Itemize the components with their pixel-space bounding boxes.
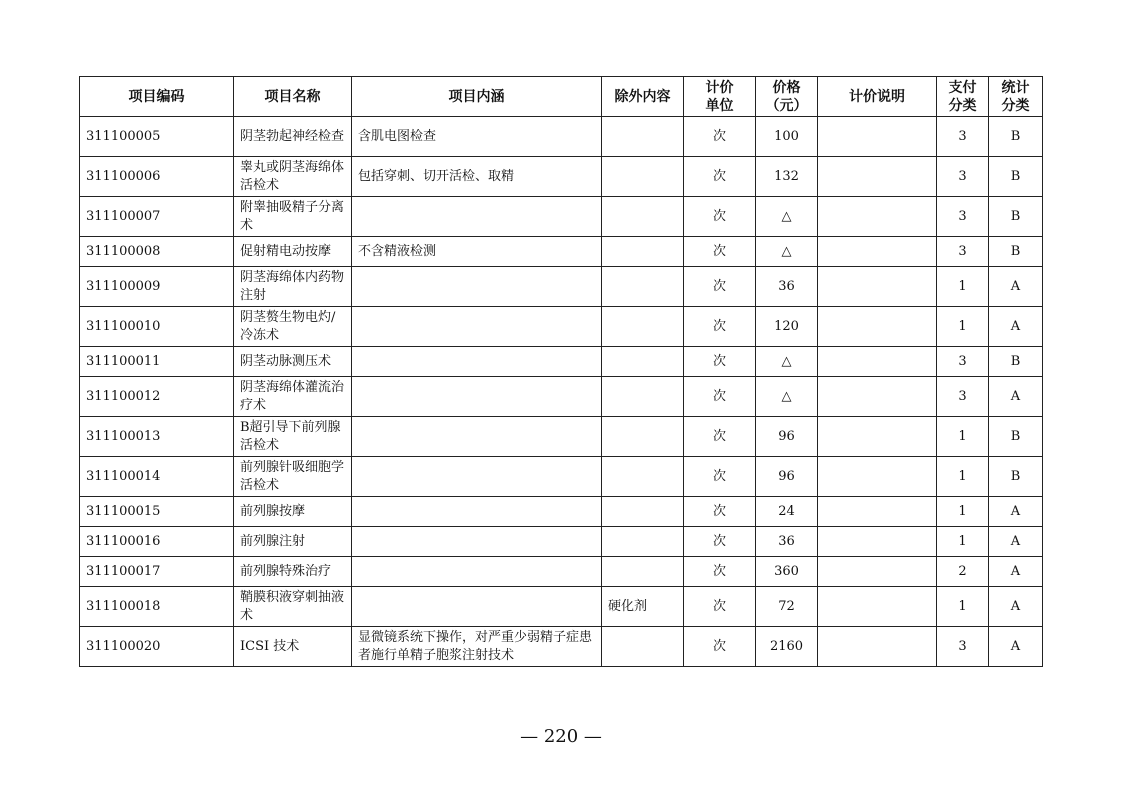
cell-code: 311100015 <box>80 497 234 527</box>
cell-content: 包括穿刺、切开活检、取精 <box>352 157 602 197</box>
header-stat: 统计 分类 <box>989 77 1043 117</box>
cell-content <box>352 497 602 527</box>
cell-note <box>818 267 937 307</box>
cell-excluded <box>602 347 684 377</box>
cell-excluded <box>602 157 684 197</box>
cell-stat: A <box>989 307 1043 347</box>
cell-stat: B <box>989 237 1043 267</box>
cell-price: △ <box>756 377 818 417</box>
cell-code: 311100005 <box>80 117 234 157</box>
cell-content <box>352 377 602 417</box>
cell-name: ICSI 技术 <box>234 627 352 667</box>
cell-price: 360 <box>756 557 818 587</box>
cell-name: 前列腺特殊治疗 <box>234 557 352 587</box>
cell-pay: 1 <box>937 267 989 307</box>
cell-price: 72 <box>756 587 818 627</box>
cell-price: △ <box>756 197 818 237</box>
cell-code: 311100012 <box>80 377 234 417</box>
cell-stat: A <box>989 627 1043 667</box>
cell-pay: 3 <box>937 237 989 267</box>
cell-name: 阴茎勃起神经检查 <box>234 117 352 157</box>
header-name: 项目名称 <box>234 77 352 117</box>
table-row <box>80 117 1043 157</box>
cell-stat: A <box>989 587 1043 627</box>
cell-unit: 次 <box>684 347 756 377</box>
cell-note <box>818 117 937 157</box>
cell-note <box>818 157 937 197</box>
cell-name: B超引导下前列腺活检术 <box>234 417 352 457</box>
cell-name: 前列腺针吸细胞学活检术 <box>234 457 352 497</box>
header-row <box>80 77 1043 117</box>
cell-pay: 2 <box>937 557 989 587</box>
cell-unit: 次 <box>684 497 756 527</box>
cell-price: 120 <box>756 307 818 347</box>
cell-price: 96 <box>756 457 818 497</box>
cell-unit: 次 <box>684 557 756 587</box>
cell-pay: 1 <box>937 527 989 557</box>
cell-unit: 次 <box>684 627 756 667</box>
cell-stat: A <box>989 527 1043 557</box>
cell-pay: 1 <box>937 457 989 497</box>
fee-table <box>79 76 1043 667</box>
cell-stat: A <box>989 377 1043 417</box>
cell-name: 前列腺按摩 <box>234 497 352 527</box>
cell-note <box>818 497 937 527</box>
cell-excluded <box>602 117 684 157</box>
cell-excluded <box>602 307 684 347</box>
cell-price: 96 <box>756 417 818 457</box>
cell-excluded <box>602 377 684 417</box>
cell-content <box>352 457 602 497</box>
cell-excluded <box>602 267 684 307</box>
table-row <box>80 627 1043 667</box>
cell-price: △ <box>756 237 818 267</box>
cell-content <box>352 347 602 377</box>
page-number: — 220 — <box>520 726 602 747</box>
cell-content <box>352 307 602 347</box>
table-row <box>80 497 1043 527</box>
cell-name: 附睾抽吸精子分离术 <box>234 197 352 237</box>
header-content: 项目内涵 <box>352 77 602 117</box>
cell-content: 含肌电图检查 <box>352 117 602 157</box>
cell-price: 36 <box>756 267 818 307</box>
cell-stat: B <box>989 157 1043 197</box>
cell-note <box>818 417 937 457</box>
cell-unit: 次 <box>684 307 756 347</box>
cell-stat: B <box>989 117 1043 157</box>
cell-code: 311100006 <box>80 157 234 197</box>
cell-excluded <box>602 417 684 457</box>
cell-content: 不含精液检测 <box>352 237 602 267</box>
cell-unit: 次 <box>684 457 756 497</box>
cell-unit: 次 <box>684 197 756 237</box>
cell-content <box>352 527 602 557</box>
cell-price: 132 <box>756 157 818 197</box>
cell-pay: 1 <box>937 497 989 527</box>
cell-code: 311100011 <box>80 347 234 377</box>
cell-name: 促射精电动按摩 <box>234 237 352 267</box>
cell-stat: B <box>989 457 1043 497</box>
cell-code: 311100016 <box>80 527 234 557</box>
cell-code: 311100017 <box>80 557 234 587</box>
cell-name: 阴茎海绵体内药物注射 <box>234 267 352 307</box>
cell-unit: 次 <box>684 587 756 627</box>
cell-excluded <box>602 237 684 267</box>
header-excluded: 除外内容 <box>602 77 684 117</box>
cell-name: 阴茎动脉测压术 <box>234 347 352 377</box>
cell-note <box>818 627 937 667</box>
cell-content <box>352 587 602 627</box>
cell-note <box>818 237 937 267</box>
cell-note <box>818 557 937 587</box>
cell-unit: 次 <box>684 237 756 267</box>
cell-code: 311100018 <box>80 587 234 627</box>
cell-name: 阴茎海绵体灌流治疗术 <box>234 377 352 417</box>
cell-note <box>818 527 937 557</box>
cell-excluded: 硬化剂 <box>602 587 684 627</box>
cell-name: 阴茎赘生物电灼/冷冻术 <box>234 307 352 347</box>
cell-price: 100 <box>756 117 818 157</box>
cell-price: 36 <box>756 527 818 557</box>
cell-content <box>352 417 602 457</box>
table-row <box>80 377 1043 417</box>
table-row <box>80 267 1043 307</box>
header-note: 计价说明 <box>818 77 937 117</box>
table-row <box>80 347 1043 377</box>
cell-note <box>818 347 937 377</box>
cell-content <box>352 267 602 307</box>
cell-code: 311100010 <box>80 307 234 347</box>
cell-price: 24 <box>756 497 818 527</box>
cell-code: 311100014 <box>80 457 234 497</box>
cell-pay: 3 <box>937 117 989 157</box>
table-row <box>80 197 1043 237</box>
header-price: 价格 （元） <box>756 77 818 117</box>
cell-stat: A <box>989 267 1043 307</box>
table-row <box>80 557 1043 587</box>
cell-excluded <box>602 527 684 557</box>
cell-code: 311100008 <box>80 237 234 267</box>
cell-note <box>818 307 937 347</box>
cell-name: 鞘膜积液穿刺抽液术 <box>234 587 352 627</box>
cell-price: 2160 <box>756 627 818 667</box>
cell-unit: 次 <box>684 267 756 307</box>
cell-pay: 3 <box>937 157 989 197</box>
cell-stat: B <box>989 197 1043 237</box>
cell-stat: B <box>989 347 1043 377</box>
cell-pay: 3 <box>937 627 989 667</box>
cell-excluded <box>602 197 684 237</box>
header-pay: 支付 分类 <box>937 77 989 117</box>
cell-stat: A <box>989 557 1043 587</box>
cell-content: 显微镜系统下操作，对严重少弱精子症患者施行单精子胞浆注射技术 <box>352 627 602 667</box>
table-row <box>80 237 1043 267</box>
table-row <box>80 307 1043 347</box>
cell-note <box>818 197 937 237</box>
header-code: 项目编码 <box>80 77 234 117</box>
cell-price: △ <box>756 347 818 377</box>
cell-pay: 3 <box>937 197 989 237</box>
cell-code: 311100007 <box>80 197 234 237</box>
table-row <box>80 417 1043 457</box>
cell-excluded <box>602 627 684 667</box>
cell-name: 睾丸或阴茎海绵体活检术 <box>234 157 352 197</box>
cell-pay: 3 <box>937 377 989 417</box>
cell-content <box>352 197 602 237</box>
table-row <box>80 527 1043 557</box>
cell-stat: B <box>989 417 1043 457</box>
header-unit: 计价 单位 <box>684 77 756 117</box>
cell-note <box>818 377 937 417</box>
cell-note <box>818 457 937 497</box>
cell-code: 311100009 <box>80 267 234 307</box>
cell-excluded <box>602 497 684 527</box>
cell-excluded <box>602 557 684 587</box>
cell-pay: 1 <box>937 307 989 347</box>
cell-content <box>352 557 602 587</box>
cell-unit: 次 <box>684 157 756 197</box>
table-row <box>80 457 1043 497</box>
cell-code: 311100013 <box>80 417 234 457</box>
cell-code: 311100020 <box>80 627 234 667</box>
cell-note <box>818 587 937 627</box>
cell-unit: 次 <box>684 527 756 557</box>
cell-unit: 次 <box>684 377 756 417</box>
cell-stat: A <box>989 497 1043 527</box>
cell-pay: 1 <box>937 587 989 627</box>
cell-excluded <box>602 457 684 497</box>
cell-unit: 次 <box>684 417 756 457</box>
cell-unit: 次 <box>684 117 756 157</box>
cell-pay: 1 <box>937 417 989 457</box>
cell-pay: 3 <box>937 347 989 377</box>
table-row <box>80 157 1043 197</box>
cell-name: 前列腺注射 <box>234 527 352 557</box>
table-row <box>80 587 1043 627</box>
